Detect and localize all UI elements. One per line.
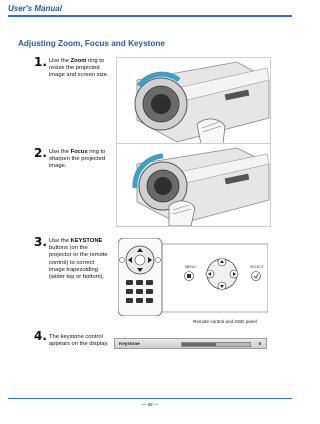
page-number: — 28 — [141, 402, 159, 407]
header-title: User's Manual [8, 4, 62, 13]
remote-caption: Remote control and OSD panel [193, 319, 257, 324]
remote-and-osd-illustration [118, 238, 268, 316]
zoom-ring-photo [116, 57, 271, 146]
section-title: Adjusting Zoom, Focus and Keystone [18, 39, 165, 48]
step-3-keyword: KEYSTONE [70, 238, 103, 244]
select-icon [252, 272, 261, 281]
footer-rule [8, 398, 292, 399]
hand-icon [169, 201, 195, 226]
hand-icon [197, 119, 225, 144]
keystone-label: Keystone [119, 340, 140, 346]
keystone-slider-fill [182, 343, 216, 346]
step-2-keyword: Focus [70, 149, 88, 155]
step-2-text: Use the Focus ring to sharpen the projected image. [49, 149, 106, 170]
keystone-value: 0 [258, 340, 261, 346]
step-3-number: 3. [34, 235, 47, 249]
keystone-slider-track[interactable] [181, 342, 251, 347]
projector-focus-illustration [117, 144, 270, 226]
step-3-text: Use the KEYSTONE buttons (on the projector or the remote control) to correct image trapezoiding (wider top or bottom). [49, 238, 108, 281]
projector-zoom-illustration [117, 58, 270, 145]
step-1-keyword: Zoom [70, 58, 87, 64]
step-4-number: 4. [34, 329, 47, 343]
keystone-osd-bar [114, 338, 267, 349]
header-rule [8, 15, 292, 17]
step-1-number: 1. [34, 55, 47, 69]
step-4-text: The keystone control appears on the display. [49, 334, 109, 348]
select-label: SELECT [250, 265, 264, 269]
focus-ring-photo [116, 143, 271, 227]
step-1-text: Use the Zoom ring to resize the projected image and screen size. [49, 58, 109, 79]
menu-label: MENU [185, 265, 196, 269]
step-2-number: 2. [34, 146, 47, 160]
